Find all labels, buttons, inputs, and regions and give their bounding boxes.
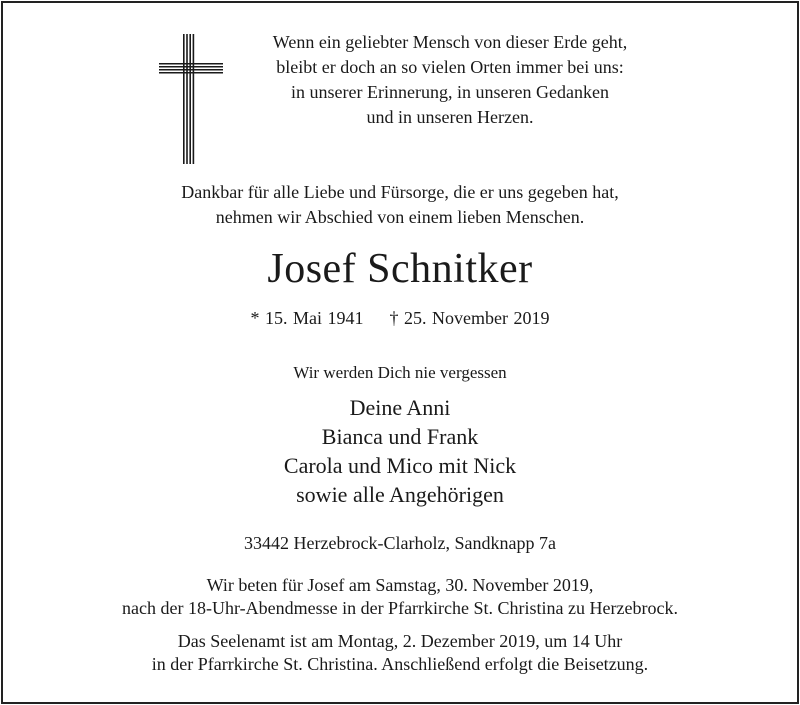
life-dates xyxy=(0,306,800,331)
requiem-line: in der Pfarrkirche St. Christina. Anschließend erfolgt die Beisetzung. xyxy=(151,654,649,674)
mourners-list xyxy=(0,393,800,509)
death-date: † 25. November 2019 xyxy=(389,308,550,328)
deceased-name: Josef Schnitker xyxy=(267,246,533,292)
prayer-service-text xyxy=(0,574,800,620)
cross-icon xyxy=(159,34,223,164)
requiem-text xyxy=(0,630,800,676)
intro-text xyxy=(0,180,800,230)
poem xyxy=(230,30,670,130)
intro-line: Dankbar für alle Liebe und Fürsorge, die er uns gegeben hat, xyxy=(181,182,619,202)
address: 33442 Herzebrock-Clarholz, Sandknapp 7a xyxy=(244,533,556,553)
intro-line: nehmen wir Abschied von einem lieben Menschen. xyxy=(215,207,585,227)
mourner: Bianca und Frank xyxy=(321,424,479,449)
mourner: Carola und Mico mit Nick xyxy=(283,453,517,478)
mourner: sowie alle Angehörigen xyxy=(296,482,504,507)
poem-line: Wenn ein geliebter Mensch von dieser Erde geht, xyxy=(272,32,628,52)
service-line: Wir beten für Josef am Samstag, 30. November 2019, xyxy=(206,575,594,595)
mourner: Deine Anni xyxy=(349,395,451,420)
poem-line: in unserer Erinnerung, in unseren Gedanken xyxy=(291,82,609,102)
birth-date: * 15. Mai 1941 xyxy=(250,308,364,328)
motto: Wir werden Dich nie vergessen xyxy=(293,363,507,382)
poem-line: bleibt er doch an so vielen Orten immer bei uns: xyxy=(276,57,624,77)
requiem-line: Das Seelenamt ist am Montag, 2. Dezember 2019, um 14 Uhr xyxy=(177,631,623,651)
poem-line: und in unseren Herzen. xyxy=(366,107,534,127)
service-line: nach der 18-Uhr-Abendmesse in der Pfarrkirche St. Christina zu Herzebrock. xyxy=(122,598,678,618)
